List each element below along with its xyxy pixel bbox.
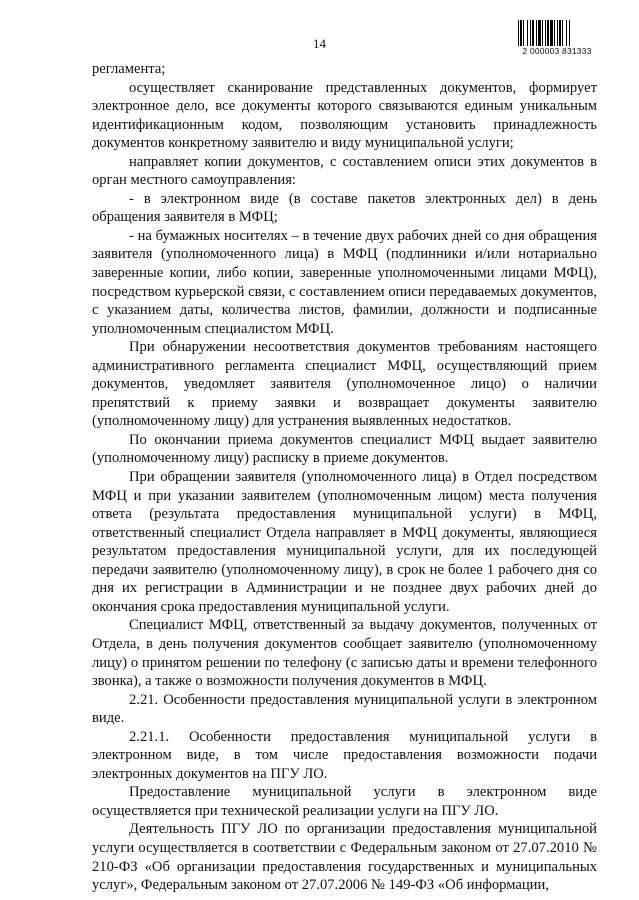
barcode-number: 2 000003 831333 — [522, 46, 592, 56]
paragraph: При обнаружении несоответствия документов требованиям настоящего административного регламента специалист МФЦ, осуществляющий прием документов, уведомляет заявителя (уполномоченное лицо) о наличии препятствий к приему заявки и возвращает документы заявителю (уполномоченному лицу) для устранения выявленных недостатков. — [92, 339, 597, 430]
paragraph: Деятельность ПГУ ЛО по организации предоставления муниципальной услуги осуществляется в соответствии с Федеральным законом от 27.07.2010 № 210-ФЗ «Об организации предоставления государственных и муниципальных услуг», Федеральным законом от 27.07.2006 № 149-ФЗ «Об информации, — [92, 821, 597, 894]
subsection-heading: 2.21.1. Особенности предоставления муниципальной услуги в электронном виде, в том числе предоставления возможности подачи электронных документов на ПГУ ЛО. — [92, 728, 597, 782]
paragraph: По окончании приема документов специалист МФЦ выдает заявителю (уполномоченному лицу) расписку в приеме документов. — [92, 431, 597, 467]
list-item: - в электронном виде (в составе пакетов электронных дел) в день обращения заявителя в МФЦ; — [92, 190, 597, 226]
paragraph: регламента; — [92, 61, 166, 77]
paragraph: Предоставление муниципальной услуги в электронном виде осуществляется при технической реализации услуги на ПГУ ЛО. — [92, 784, 597, 819]
list-item: - на бумажных носителях – в течение двух рабочих дней со дня обращения заявителя (уполномоченного лица) в МФЦ (подлинники и/или нотариально заверенные копии, либо копии, заверенные уполномоченными лицами МФЦ), посредством курьерской связи, с составлением описи передаваемых документов, с указанием даты, количества листов, фамилии, должности и подписанные уполномоченным специалистом МФЦ. — [92, 227, 597, 337]
page-number: 14 — [313, 36, 326, 51]
section-heading: 2.21. Особенности предоставления муниципальной услуги в электронном виде. — [92, 691, 597, 727]
paragraph: осуществляет сканирование представленных документов, формирует электронное дело, все документы которого связываются единым уникальным идентификационным кодом, позволяющим установить принадлежность документов конкретному заявителю и виду муниципальной услуги; — [92, 79, 597, 152]
barcode-image — [518, 20, 594, 46]
paragraph: направляет копии документов, с составлением описи этих документов в орган местного самоуправления: — [92, 153, 597, 189]
document-body — [92, 60, 597, 895]
paragraph: При обращении заявителя (уполномоченного лица) в Отдел посредством МФЦ и при указании заявителем (уполномоченным лицом) места получения ответа (результата предоставления муниципальной услуги) в МФЦ, ответственный специалист Отдела направляет в МФЦ документы, являющиеся результатом предоставления муниципальной услуги, для их последующей передачи заявителю (уполномоченному лицу), в срок не более 1 рабочего дня со дня их регистрации в Администрации и не позднее двух рабочих дней до окончания срока предоставления муниципальной услуги. — [92, 469, 597, 615]
paragraph: Специалист МФЦ, ответственный за выдачу документов, полученных от Отдела, в день получения документов сообщает заявителю (уполномоченному лицу) о принятом решении по телефону (с записью даты и времени телефонного звонка), а также о возможности получения документов в МФЦ. — [92, 617, 597, 690]
